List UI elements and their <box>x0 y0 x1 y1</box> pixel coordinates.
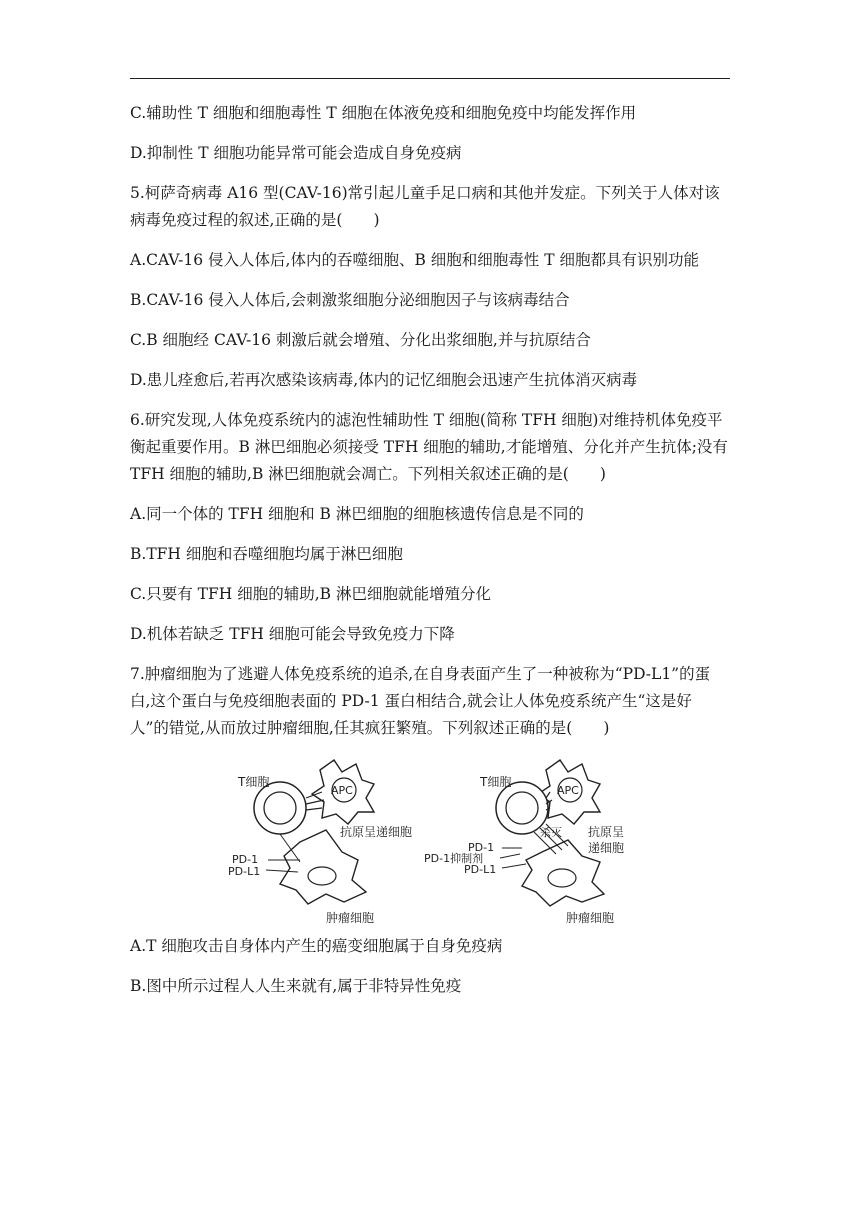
pd1-diagram <box>130 752 730 927</box>
left-apc-label: APC <box>331 784 353 797</box>
q6-stem: 6.研究发现,人体免疫系统内的滤泡性辅助性 T 细胞(简称 TFH 细胞)对维持机体免疫平衡起重要作用。B 淋巴细胞必须接受 TFH 细胞的辅助,才能增殖、分化并产生抗体;没有 TFH 细胞的辅助,B 淋巴细胞就会凋亡。下列相关叙述正确的是( ) <box>130 411 728 483</box>
left-apc-name-label: 抗原呈递细胞 <box>340 825 413 839</box>
q6-option-c: C.只要有 TFH 细胞的辅助,B 淋巴细胞就能增殖分化 <box>130 585 491 603</box>
header-rule <box>130 78 730 79</box>
q5-stem: 5.柯萨奇病毒 A16 型(CAV-16)常引起儿童手足口病和其他并发症。下列关于人体对该病毒免疫过程的叙述,正确的是( ) <box>130 184 720 229</box>
page-content <box>130 100 730 1013</box>
right-tumor-label: 肿瘤细胞 <box>566 911 615 925</box>
left-tumor-label: 肿瘤细胞 <box>326 911 375 925</box>
right-tumor-nucleus <box>548 869 576 887</box>
left-panel <box>228 760 412 925</box>
q6-option-b: B.TFH 细胞和吞噬细胞均属于淋巴细胞 <box>130 545 403 563</box>
q5-option-d: D.患儿痊愈后,若再次感染该病毒,体内的记忆细胞会迅速产生抗体消灭病毒 <box>130 371 638 389</box>
left-pd1-label: PD-1 <box>232 853 259 866</box>
left-t-nucleus <box>264 792 296 824</box>
q4-option-d: D.抑制性 T 细胞功能异常可能会造成自身免疫病 <box>130 144 462 162</box>
right-kill-label: 杀灭 <box>540 826 562 839</box>
right-apc-name-2: 递细胞 <box>588 841 625 855</box>
right-tcell-label: T细胞 <box>480 775 512 789</box>
right-t-nucleus <box>506 792 538 824</box>
q5-option-a: A.CAV-16 侵入人体后,体内的吞噬细胞、B 细胞和细胞毒性 T 细胞都具有识别功能 <box>130 251 699 269</box>
right-pdl1-label: PD-L1 <box>464 863 497 876</box>
q5-option-c: C.B 细胞经 CAV-16 刺激后就会增殖、分化出浆细胞,并与抗原结合 <box>130 331 591 349</box>
q7-option-b: B.图中所示过程人人生来就有,属于非特异性免疫 <box>130 977 462 995</box>
right-pd1-label: PD-1 <box>468 841 495 854</box>
right-inhibitor-label: PD-1抑制剂 <box>424 852 484 865</box>
right-apc-name-1: 抗原呈 <box>588 825 625 839</box>
right-apc-label: APC <box>557 784 579 797</box>
q7-option-a: A.T 细胞攻击自身体内产生的癌变细胞属于自身免疫病 <box>130 937 503 955</box>
q7-stem: 7.肿瘤细胞为了逃避人体免疫系统的追杀,在自身表面产生了一种被称为“PD-L1”的蛋白,这个蛋白与免疫细胞表面的 PD-1 蛋白相结合,就会让人体免疫系统产生“这是好人”的错觉,从而放过肿瘤细胞,任其疯狂繁殖。下列叙述正确的是( ) <box>130 665 711 737</box>
left-pdl1-label: PD-L1 <box>228 865 261 878</box>
left-tumor-nucleus <box>308 867 336 885</box>
pd1-figure <box>130 752 730 927</box>
q5-option-b: B.CAV-16 侵入人体后,会刺激浆细胞分泌细胞因子与该病毒结合 <box>130 291 570 309</box>
q6-option-d: D.机体若缺乏 TFH 细胞可能会导致免疫力下降 <box>130 625 455 643</box>
left-tcell-label: T细胞 <box>238 775 270 789</box>
right-panel <box>424 760 624 925</box>
q6-option-a: A.同一个体的 TFH 细胞和 B 淋巴细胞的细胞核遗传信息是不同的 <box>130 505 584 523</box>
q4-option-c: C.辅助性 T 细胞和细胞毒性 T 细胞在体液免疫和细胞免疫中均能发挥作用 <box>130 104 637 122</box>
